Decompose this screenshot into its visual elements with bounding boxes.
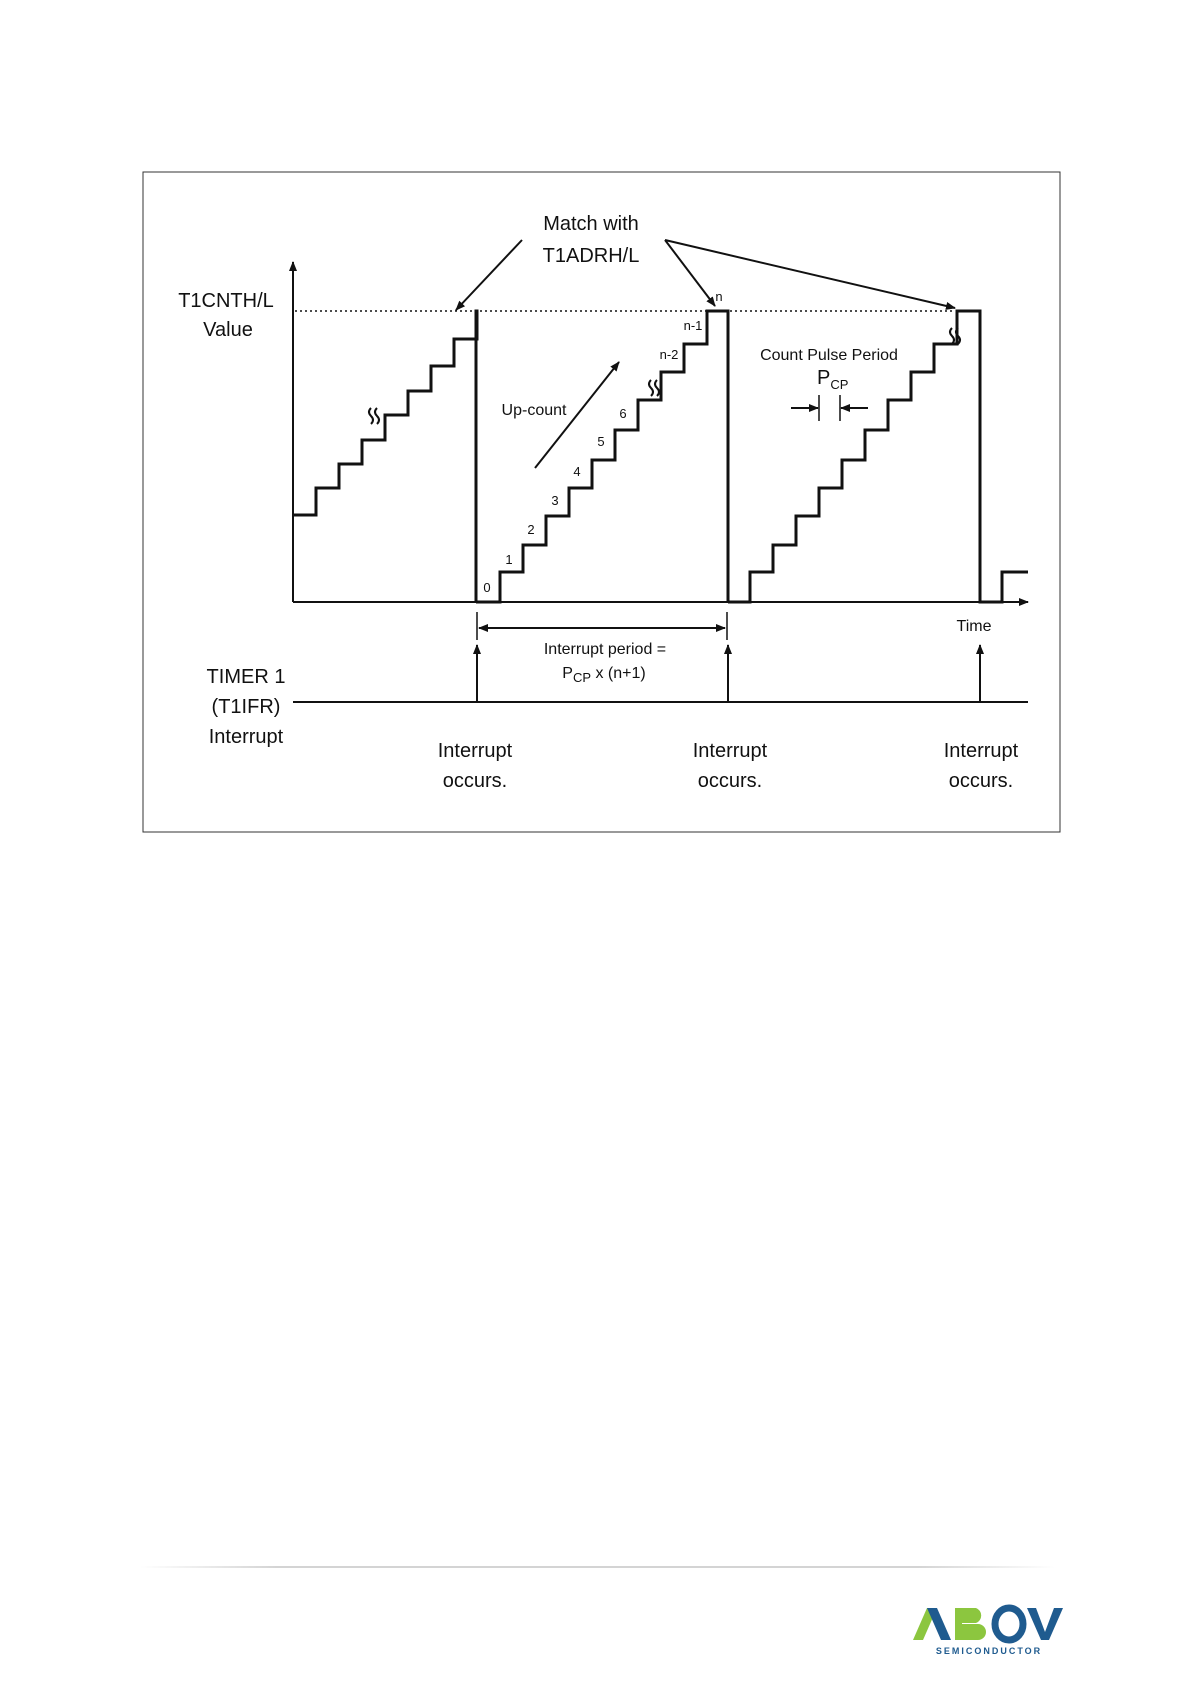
step-label: 0 (483, 580, 491, 595)
interrupt-occurs-2-line1: Interrupt (692, 740, 768, 762)
counter-waveform-1 (293, 311, 477, 602)
pcp-marker (791, 395, 868, 421)
count-pulse-label: Count Pulse Period (760, 347, 898, 364)
interrupt-occurs-3-line2: occurs. (948, 770, 1014, 792)
step-label: n-1 (683, 318, 703, 333)
break-marks (369, 328, 960, 424)
step-label: 3 (551, 493, 559, 508)
interrupt-occurs-1-line1: Interrupt (437, 740, 513, 762)
interrupt-period-marker (477, 612, 727, 640)
y-axis-label-line1: T1CNTH/L (178, 290, 274, 312)
footer-divider (140, 1566, 1055, 1568)
timer-label-line2: (T1IFR) (211, 696, 281, 718)
timer-label-line1: TIMER 1 (206, 666, 286, 688)
logo-subtext: SEMICONDUCTOR (935, 1646, 1043, 1656)
step-label: 5 (597, 434, 605, 449)
pcp-label: $P_{CP}$ (817, 367, 849, 392)
step-label: 4 (573, 464, 581, 479)
match-label-line2: T1ADRH/L (542, 245, 640, 267)
upcount-label: Up-count (501, 402, 567, 419)
interrupt-period-label-line2: $P_{CP}$ x (n+1) (562, 665, 646, 685)
interrupt-period-label-line1: Interrupt period = (543, 641, 667, 658)
timer-label-line3: Interrupt (208, 726, 284, 748)
step-label: n-2 (659, 347, 679, 362)
interrupt-occurs-3-line1: Interrupt (943, 740, 1019, 762)
match-label-line1: Match with (543, 213, 639, 235)
interrupt-occurs-1-line2: occurs. (442, 770, 508, 792)
y-axis-label-line2: Value (203, 319, 253, 341)
interrupt-occurs-2-line2: occurs. (697, 770, 763, 792)
abov-logo (905, 1600, 1065, 1660)
counter-waveform-2 (476, 311, 728, 602)
step-label: 1 (505, 552, 513, 567)
step-label: n (715, 289, 723, 304)
step-label: 6 (619, 406, 627, 421)
match-arrow-1 (456, 240, 522, 310)
time-label: Time (956, 618, 992, 635)
step-label: 2 (527, 522, 535, 537)
